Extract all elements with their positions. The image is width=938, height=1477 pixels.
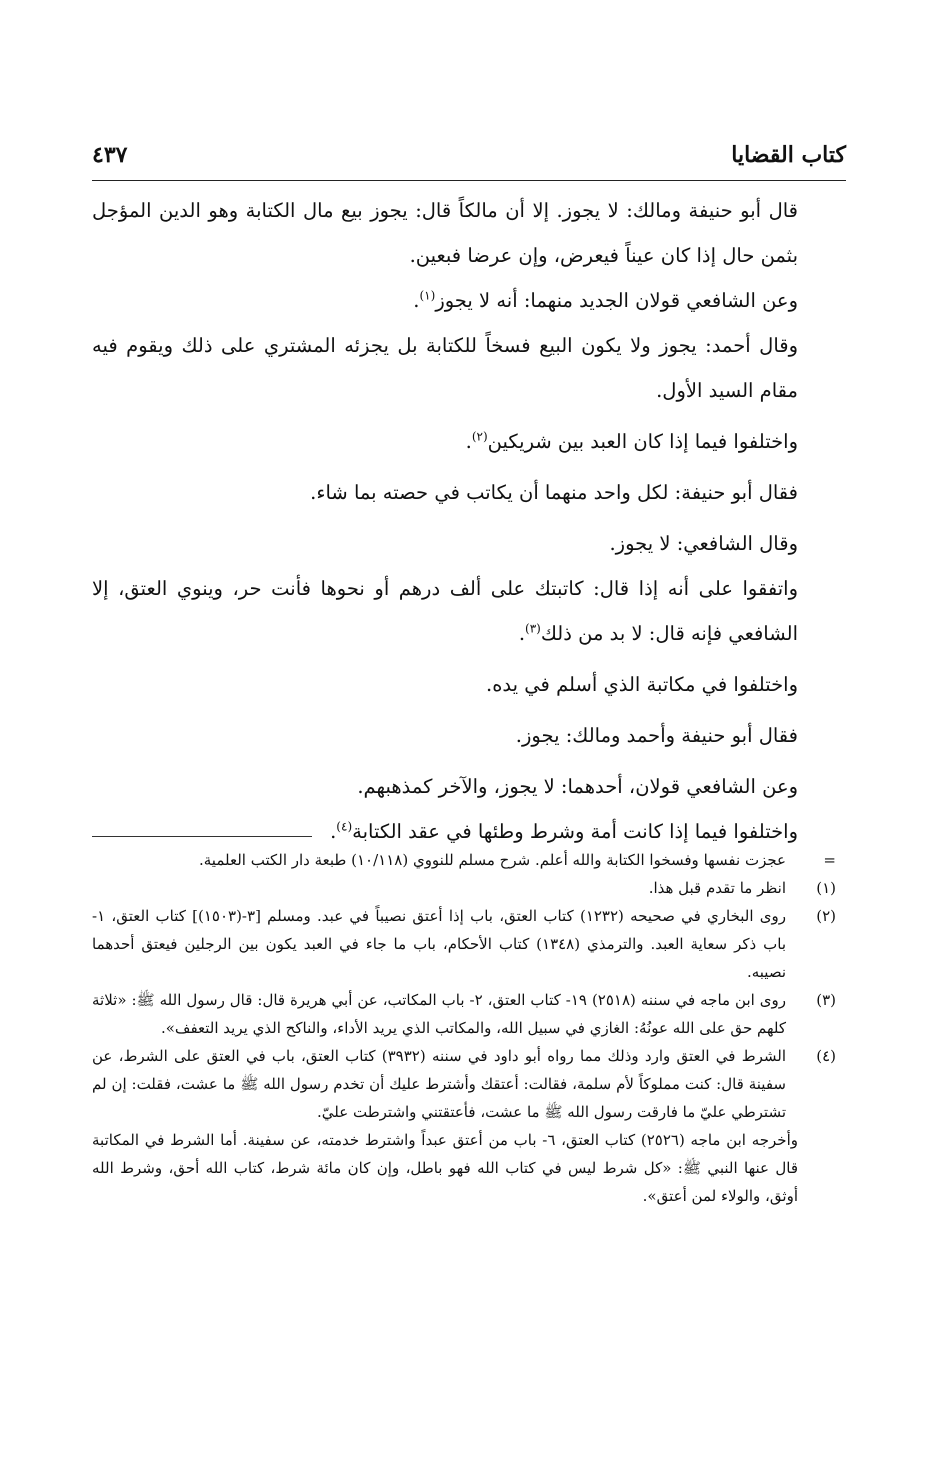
footnotes bbox=[92, 846, 846, 1210]
footnote: = عجزت نفسها وفسخوا الكتابة والله أعلم. شرح مسلم للنووي (١٠/١١٨) طبعة دار الكتب العلمية. bbox=[92, 846, 846, 874]
main-text bbox=[92, 188, 846, 854]
footnote-mark: (٤) bbox=[816, 1047, 836, 1065]
footnote-mark: (٣) bbox=[816, 991, 836, 1009]
paragraph: فقال أبو حنيفة: لكل واحد منهما أن يكاتب في حصته بما شاء. bbox=[310, 481, 798, 504]
paragraph: واتفقوا على أنه إذا قال: كاتبتك على ألف درهم أو نحوها فأنت حر، وينوي العتق، إلا الشافعي فإنه قال: لا بد من ذلك$^{(٣)}$. bbox=[92, 577, 798, 645]
paragraph: واختلفوا في مكاتبة الذي أسلم في يده. bbox=[486, 673, 798, 696]
page-number: ٤٣٧ bbox=[92, 142, 128, 168]
footnote-divider bbox=[92, 836, 312, 837]
footnote: (١) انظر ما تقدم قبل هذا. bbox=[92, 874, 846, 902]
footnote-ref: (١) bbox=[419, 288, 436, 303]
footnote-continuation: وأخرجه ابن ماجه (٢٥٢٦) كتاب العتق، ٦- باب من أعتق عبداً واشترط خدمته، عن سفينة. أما الشرط في المكاتبة قال عنها النبي ﷺ: «كل شرط ليس في كتاب الله فهو باطل، وإن كان مائة شرط، كتاب الله أحق، وشرط الله أوثق، والولاء لمن أعتق». bbox=[92, 1131, 798, 1205]
footnote: (٤) الشرط في العتق وارد وذلك مما رواه أبو داود في سننه (٣٩٣٢) كتاب العتق، باب في العتق على الشرط، عن سفينة قال: كنت مملوكاً لأم سلمة، فقالت: أعتقك وأشترط عليك أن تخدم رسول الله ﷺ ما عشت، فقلت: إن لم تشترطي عليّ ما فارقت رسول الله ﷺ ما عشت، فأعتقتني واشترطت عليّ. bbox=[92, 1042, 846, 1126]
paragraph: وقال الشافعي: لا يجوز. bbox=[609, 532, 798, 555]
footnote-mark: = bbox=[823, 851, 836, 869]
page-header bbox=[92, 140, 846, 181]
footnote-ref: (٣) bbox=[525, 621, 541, 636]
footnote-ref: (٤) bbox=[336, 819, 353, 834]
paragraph: وعن الشافعي قولان الجديد منهما: أنه لا يجوز$^{(١)}$. bbox=[413, 288, 798, 312]
footnote-mark: (٢) bbox=[816, 907, 836, 925]
paragraph: قال أبو حنيفة ومالك: لا يجوز. إلا أن مالكاً قال: يجوز بيع مال الكتابة وهو الدين المؤجل بثمن حال إذا كان عيناً فيعرض، وإن عرضا فبعين. bbox=[92, 199, 798, 267]
paragraph: واختلفوا فيما إذا كان العبد بين شريكين$^{(٢)}$. bbox=[465, 429, 798, 453]
footnote: (٣) روى ابن ماجه في سننه (٢٥١٨) ١٩- كتاب العتق، ٢- باب المكاتب، عن أبي هريرة قال: قال رسول الله ﷺ: «ثلاثة كلهم حق على الله عونُهُ: الغازي في سبيل الله، والمكاتب الذي يريد الأداء، والناكح الذي يريد التعفف». bbox=[92, 986, 846, 1042]
footnote-ref: (٢) bbox=[471, 429, 488, 444]
footnote: (٢) روى البخاري في صحيحه (١٢٣٢) كتاب العتق، باب إذا أعتق نصيباً في عبد. ومسلم [٣-(١٥٠٣)] كتاب العتق، ١- باب ذكر سعاية العبد. والترمذي (١٣٤٨) كتاب الأحكام، باب ما جاء في العبد يكون بين الرجلين فيعتق أحدهما نصيبه. bbox=[92, 902, 846, 986]
chapter-title: كتاب القضايا bbox=[731, 142, 846, 168]
paragraph: واختلفوا فيما إذا كانت أمة وشرط وطئها في عقد الكتابة$^{(٤)}$. bbox=[330, 819, 798, 843]
paragraph: وعن الشافعي قولان، أحدهما: لا يجوز، والآخر كمذهبهم. bbox=[357, 775, 798, 798]
paragraph: وقال أحمد: يجوز ولا يكون البيع فسخاً للكتابة بل يجزئه المشتري على ذلك ويقوم فيه مقام السيد الأول. bbox=[92, 334, 798, 402]
footnote-mark: (١) bbox=[816, 879, 836, 897]
paragraph: فقال أبو حنيفة وأحمد ومالك: يجوز. bbox=[515, 724, 798, 747]
